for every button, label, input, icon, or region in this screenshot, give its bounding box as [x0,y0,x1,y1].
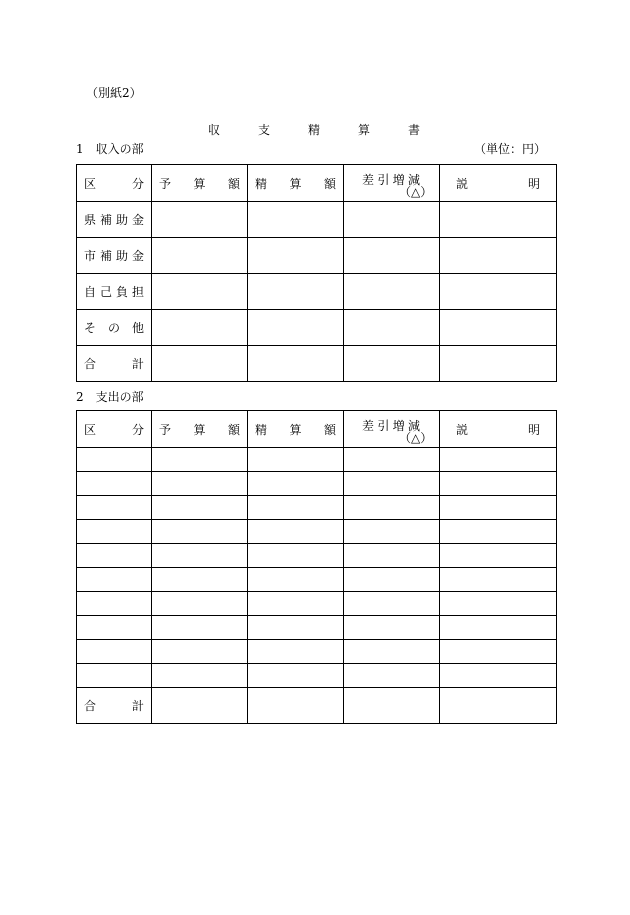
value-cell [152,310,248,346]
value-cell [440,592,557,616]
row-label-char: 合 [84,699,97,713]
value-cell [440,448,557,472]
row-label-cell [77,472,152,496]
value-cell [344,664,440,688]
header-category [77,411,152,448]
value-cell [248,202,344,238]
row-label-cell [77,310,152,346]
header-description-char: 説 [456,422,469,437]
row-label-char: 他 [131,321,144,335]
header-category-char: 区 [84,422,97,437]
row-label-char: の [107,321,120,335]
expenditure-row [77,616,557,640]
value-cell [440,472,557,496]
row-label-cell [77,238,152,274]
title-char: 精 [307,123,320,137]
value-cell [440,688,557,724]
value-cell [248,310,344,346]
value-cell [440,520,557,544]
value-cell [440,310,557,346]
value-cell [248,640,344,664]
row-label-cell [77,496,152,520]
revenue-section-title: 1 収入の部 [76,142,144,156]
unit-label: （単位：円） [474,142,547,156]
value-cell [344,688,440,724]
value-cell [248,544,344,568]
value-cell [152,688,248,724]
header-difference [344,165,440,202]
header-budget-char: 予 [159,176,172,191]
header-category-char: 区 [84,176,97,191]
value-cell [440,496,557,520]
value-cell [344,496,440,520]
row-label-char: 自 [84,285,97,299]
header-settled [248,411,344,448]
value-cell [440,616,557,640]
header-difference-char: 引 [377,173,390,187]
header-budget [152,165,248,202]
header-difference-char: 差 [362,419,375,433]
header-row [77,411,557,448]
row-label-char: 金 [131,249,144,263]
row-label-char: 計 [131,357,144,371]
value-cell [152,472,248,496]
header-settled [248,165,344,202]
value-cell [152,448,248,472]
value-cell [344,568,440,592]
title-char: 書 [407,123,420,137]
header-category-char: 分 [131,176,144,191]
revenue-table [76,164,557,382]
row-label-cell [77,274,152,310]
value-cell [152,496,248,520]
revenue-row [77,346,557,382]
row-label-char: 補 [99,213,112,227]
expenditure-table [76,410,557,724]
header-category [77,165,152,202]
row-label-char: 合 [84,357,97,371]
revenue-row [77,238,557,274]
row-label-cell [77,688,152,724]
value-cell [344,202,440,238]
value-cell [440,568,557,592]
attachment-label: （別紙2） [86,86,142,100]
value-cell [344,640,440,664]
header-budget-char: 額 [227,176,240,191]
row-label-char: そ [84,321,97,335]
expenditure-row [77,472,557,496]
row-label-cell [77,664,152,688]
value-cell [440,274,557,310]
value-cell [344,544,440,568]
header-description-char: 説 [456,176,469,191]
value-cell [248,616,344,640]
header-description [440,165,557,202]
document-title [208,121,420,138]
header-budget-char: 額 [227,422,240,437]
header-budget [152,411,248,448]
row-label-char: 負 [115,285,128,299]
value-cell [152,640,248,664]
value-cell [152,616,248,640]
expenditure-row [77,544,557,568]
value-cell [152,238,248,274]
header-description-char: 明 [527,176,540,191]
header-difference-char: 減 [407,173,420,187]
row-label-char: 助 [115,249,128,263]
header-category-char: 分 [131,422,144,437]
value-cell [248,568,344,592]
value-cell [248,448,344,472]
value-cell [152,202,248,238]
expenditure-row [77,688,557,724]
header-difference-delta: （△） [399,185,433,199]
value-cell [152,544,248,568]
row-label-char: 金 [131,213,144,227]
value-cell [248,592,344,616]
header-difference-char: 差 [362,173,375,187]
header-difference [344,411,440,448]
header-description [440,411,557,448]
value-cell [248,238,344,274]
header-description-char: 明 [527,422,540,437]
value-cell [344,616,440,640]
value-cell [440,202,557,238]
expenditure-row [77,496,557,520]
expenditure-section-title: 2 支出の部 [76,390,144,404]
value-cell [152,346,248,382]
value-cell [248,520,344,544]
row-label-char: 県 [84,213,97,227]
header-difference-delta: （△） [399,431,433,445]
expenditure-row [77,592,557,616]
row-label-cell [77,448,152,472]
expenditure-row [77,640,557,664]
header-settled-char: 精 [255,176,268,191]
header-budget-char: 予 [159,422,172,437]
value-cell [440,238,557,274]
header-settled-char: 額 [323,176,336,191]
row-label-cell [77,640,152,664]
value-cell [440,640,557,664]
value-cell [248,664,344,688]
title-char: 収 [208,123,221,137]
header-budget-char: 算 [193,422,206,437]
value-cell [248,346,344,382]
value-cell [440,544,557,568]
value-cell [344,238,440,274]
value-cell [248,496,344,520]
revenue-row [77,274,557,310]
header-settled-char: 算 [289,422,302,437]
title-char: 支 [257,123,270,137]
value-cell [152,274,248,310]
header-difference-char: 増 [392,173,405,187]
row-label-cell [77,616,152,640]
row-label-char: 担 [131,285,144,299]
value-cell [440,346,557,382]
header-budget-char: 算 [193,176,206,191]
revenue-row [77,202,557,238]
value-cell [440,664,557,688]
value-cell [152,520,248,544]
row-label-cell [77,568,152,592]
row-label-cell [77,544,152,568]
row-label-char: 市 [84,249,97,263]
value-cell [248,472,344,496]
value-cell [344,520,440,544]
expenditure-row [77,520,557,544]
value-cell [152,568,248,592]
header-difference-char: 減 [407,419,420,433]
value-cell [344,592,440,616]
value-cell [344,274,440,310]
value-cell [344,346,440,382]
row-label-char: 助 [115,213,128,227]
header-row [77,165,557,202]
header-difference-char: 引 [377,419,390,433]
revenue-row [77,310,557,346]
title-char: 算 [357,123,370,137]
header-difference-char: 増 [392,419,405,433]
row-label-cell [77,202,152,238]
row-label-char: 己 [99,285,112,299]
row-label-char: 計 [131,699,144,713]
value-cell [152,592,248,616]
expenditure-row [77,664,557,688]
row-label-cell [77,346,152,382]
value-cell [248,274,344,310]
value-cell [344,448,440,472]
header-settled-char: 精 [255,422,268,437]
header-settled-char: 額 [323,422,336,437]
value-cell [152,664,248,688]
row-label-cell [77,592,152,616]
value-cell [344,472,440,496]
header-settled-char: 算 [289,176,302,191]
expenditure-row [77,448,557,472]
row-label-cell [77,520,152,544]
value-cell [248,688,344,724]
row-label-char: 補 [99,249,112,263]
expenditure-row [77,568,557,592]
value-cell [344,310,440,346]
